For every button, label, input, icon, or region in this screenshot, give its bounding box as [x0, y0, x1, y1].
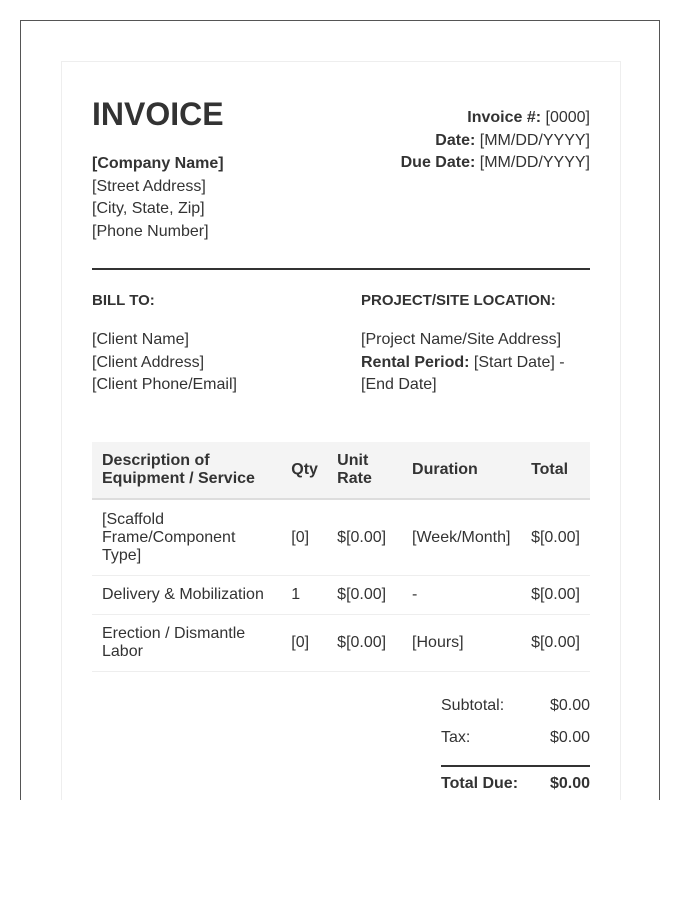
- row-unit-rate: $[0.00]: [327, 576, 402, 615]
- invoice-meta: [401, 107, 590, 175]
- subtotal-value: $0.00: [549, 697, 590, 714]
- tax-row: [441, 727, 590, 759]
- subtotal-row: [441, 695, 590, 727]
- row-qty: [0]: [281, 499, 327, 576]
- row-unit-rate: $[0.00]: [327, 499, 402, 576]
- header-divider: [92, 268, 590, 270]
- header-duration: Duration: [402, 442, 521, 499]
- project-site: [Project Name/Site Address]: [361, 331, 562, 348]
- row-unit-rate: $[0.00]: [327, 615, 402, 672]
- row-total: $[0.00]: [521, 499, 590, 576]
- rental-period-label: Rental Period:: [361, 353, 470, 371]
- table-header-row: [92, 442, 590, 499]
- bill-to-block: [92, 329, 237, 397]
- company-block: [92, 153, 224, 243]
- row-duration: [Hours]: [402, 615, 521, 672]
- bill-to-heading: BILL TO:: [92, 292, 155, 309]
- row-description: Erection / Dismantle Labor: [92, 615, 281, 672]
- row-duration: -: [402, 576, 521, 615]
- totals-block: [441, 695, 590, 805]
- invoice-date-value: [MM/DD/YYYY]: [479, 131, 590, 149]
- tax-value: $0.00: [549, 729, 590, 746]
- project-block: [361, 329, 590, 397]
- company-name: [Company Name]: [92, 155, 224, 172]
- row-description: [Scaffold Frame/Component Type]: [92, 499, 281, 576]
- company-phone: [Phone Number]: [92, 222, 209, 240]
- table-row: [92, 576, 590, 615]
- rental-period-end: [End Date]: [361, 376, 437, 393]
- line-items-table: [92, 442, 590, 672]
- company-street: [Street Address]: [92, 177, 206, 195]
- header-total: Total: [521, 442, 590, 499]
- table-row: [92, 499, 590, 576]
- total-due-label: Total Due:: [441, 775, 519, 792]
- row-duration: [Week/Month]: [402, 499, 521, 576]
- row-description: Delivery & Mobilization: [92, 576, 281, 615]
- invoice-date-label: Date:: [435, 131, 476, 149]
- client-name: [Client Name]: [92, 331, 189, 348]
- total-due-value: $0.00: [549, 775, 590, 792]
- rental-period-start: [Start Date] -: [473, 353, 565, 371]
- subtotal-label: Subtotal:: [441, 697, 505, 714]
- invoice-page: [61, 61, 621, 800]
- company-city: [City, State, Zip]: [92, 200, 205, 217]
- header-unit-rate: Unit Rate: [327, 442, 402, 499]
- project-location-heading: PROJECT/SITE LOCATION:: [361, 292, 556, 309]
- tax-label: Tax:: [441, 729, 471, 746]
- invoice-number-label: Invoice #:: [467, 109, 542, 126]
- row-total: $[0.00]: [521, 576, 590, 615]
- row-qty: [0]: [281, 615, 327, 672]
- invoice-date-line: [401, 130, 590, 153]
- invoice-title: INVOICE: [92, 96, 224, 132]
- row-qty: 1: [281, 576, 327, 615]
- rental-period-line: [361, 352, 590, 375]
- due-date-line: [401, 152, 590, 175]
- header-qty: Qty: [281, 442, 327, 499]
- due-date-label: Due Date:: [400, 154, 476, 171]
- header-description: Description of Equipment / Service: [92, 442, 281, 499]
- due-date-value: [MM/DD/YYYY]: [479, 154, 590, 171]
- client-contact: [Client Phone/Email]: [92, 376, 237, 393]
- invoice-number-line: [401, 107, 590, 130]
- table-row: [92, 615, 590, 672]
- row-total: $[0.00]: [521, 615, 590, 672]
- total-due-row: [441, 765, 590, 805]
- client-address: [Client Address]: [92, 353, 205, 371]
- invoice-number-value: [0000]: [545, 109, 590, 126]
